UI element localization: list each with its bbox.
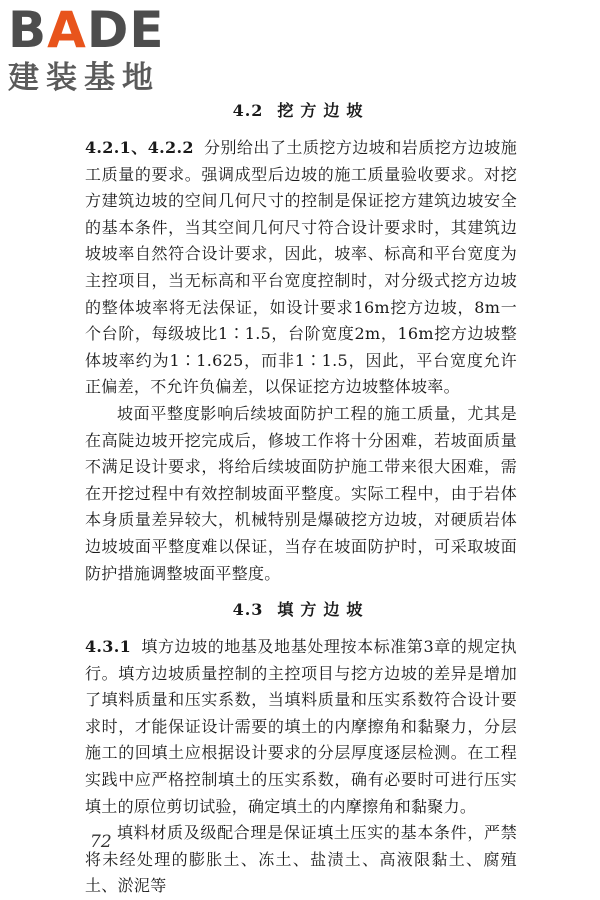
clause-ref: 4.3.1 [85, 637, 132, 657]
section-heading-4-2: 4.2 挖方边坡 [232, 101, 370, 120]
page-number: 72 [90, 832, 112, 852]
paragraph-4-2-slope-surface: 坡面平整度影响后续坡面防护工程的施工质量，尤其是在高陡边坡开挖完成后，修坡工作将十分困难，若坡面质量不满足设计要求，将给后续坡面防护施工带来很大困难，需在开挖过程中有效控制坡面平整度。实际工程中，由于岩体本身质量差异较大，机械特别是爆破挖方边坡，对硬质岩体边坡坡面平整度难以保证，当存在坡面防护时，可采取坡面防护措施调整坡面平整度。 [85, 403, 517, 583]
logo-wordmark: BADE [8, 1, 165, 59]
logo-chinese-name: 建装基地 [8, 60, 160, 96]
clause-ref: 4.2.1、4.2.2 [85, 138, 194, 157]
paragraph-4-2-1: 4.2.1、4.2.2 分别给出了土质挖方边坡和岩质挖方边坡施工质量的要求。强调成型后边坡的施工质量验收要求。对挖方建筑边坡的空间几何尺寸的控制是保证挖方建筑边坡安全的基本条件，当其空间几何尺寸符合设计要求时，其建筑边坡坡率自然符合设计要求，因此，坡率、标高和平台宽度为主控项目，当无标高和平台宽度控制时，对分级式挖方边坡的整体坡率将无法保证，如设计要求16m挖方边坡，8m一个台阶，每级坡比1∶1.5，台阶宽度2m，16m挖方边坡整体坡率约为1∶1.625，而非1∶1.5，因此，平台宽度允许正偏差，不允许负偏差，以保证挖方边坡整体坡率。 [85, 138, 518, 397]
page-body [85, 96, 517, 900]
section-heading-4-3: 4.3 填方边坡 [232, 600, 370, 620]
paragraph-4-3-fill-material: 填料材质及级配合理是保证填土压实的基本条件，严禁将未经处理的膨胀土、冻土、盐渍土、高液限黏土、腐殖土、淤泥等 [85, 823, 517, 896]
paragraph-4-3-1: 4.3.1 填方边坡的地基及地基处理按本标准第3章的规定执行。填方边坡质量控制的主控项目与挖方边坡的差异是增加了填料质量和压实系数，当填料质量和压实系数符合设计要求时，才能保证设计需要的填土的内摩擦角和黏聚力，分层施工的回填土应根据设计要求的分层厚度逐层检测。在工程实践中应严格控制填土的压实系数，确有必要时可进行压实填土的原位剪切试验，确定填土的内摩擦角和黏聚力。 [85, 637, 517, 816]
watermark-logo [8, 1, 178, 96]
